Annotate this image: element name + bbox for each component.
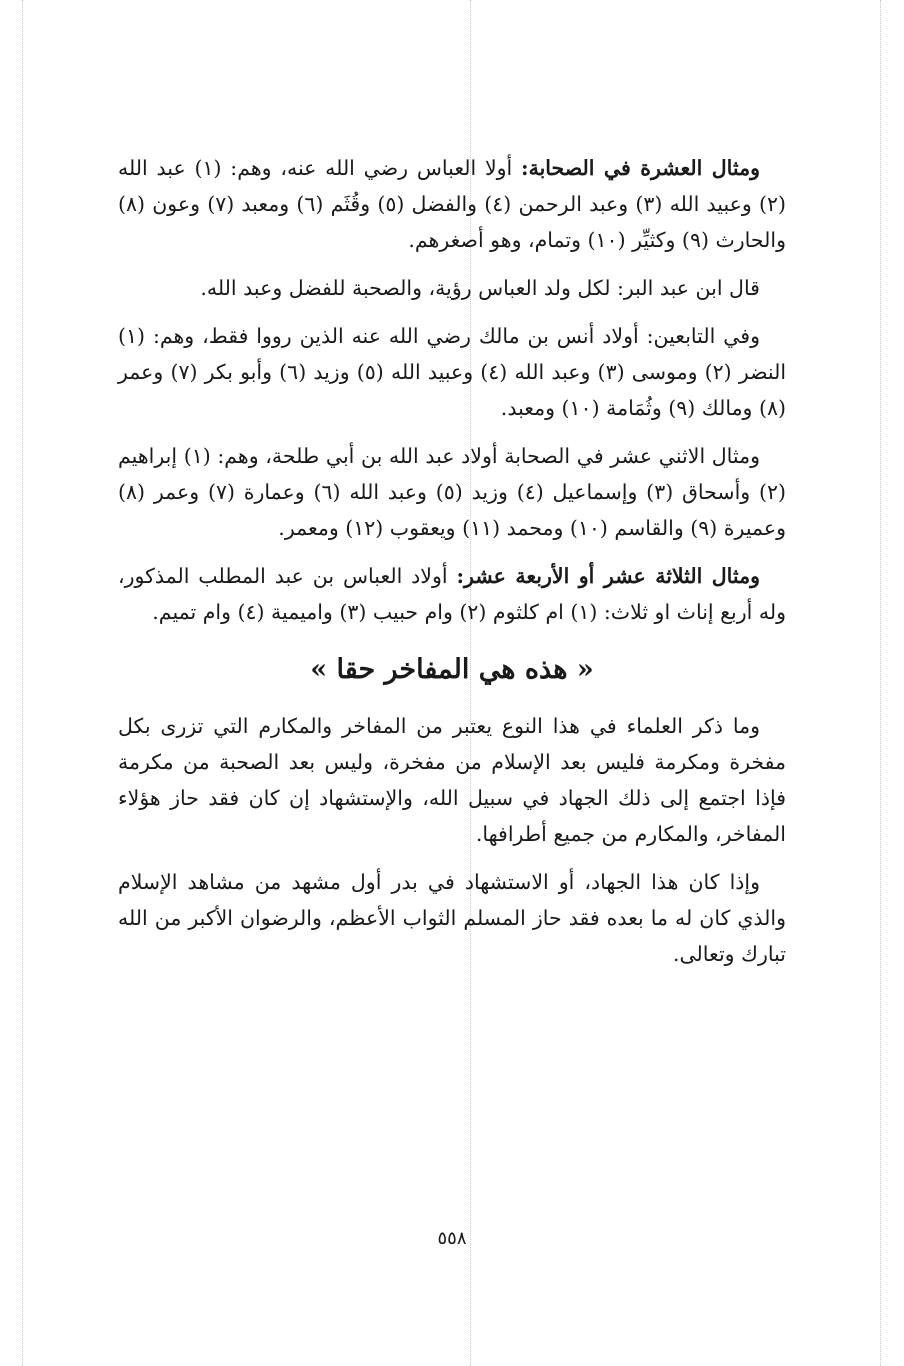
section-heading: « هذه هي المفاخر حقا » — [310, 654, 594, 685]
paragraph-text: قال ابن عبد البر: لكل ولد العباس رؤية، والصحبة للفضل وعبد الله. — [200, 276, 760, 300]
paragraph-lead: ومثال الثلاثة عشر أو الأربعة عشر: — [456, 564, 760, 588]
scan-artifact-line — [22, 0, 23, 1366]
paragraph-virtues — [118, 708, 786, 852]
paragraph-twelve-companions — [118, 438, 786, 546]
scan-artifact-line — [880, 0, 881, 1366]
paragraph-badr — [118, 864, 786, 972]
paragraph-text: وما ذكر العلماء في هذا النوع يعتبر من المفاخر والمكارم التي تزرى بكل مفخرة ومكرمة فليس بعد الإسلام من مفخرة، وليس بعد الصحبة من مكرمة فإذا اجتمع إلى ذلك الجهاد في سبيل الله، والإستشهاد إن كان فقد حاز هؤلاء المفاخر، والمكارم من جميع أطرافها. — [118, 714, 786, 846]
paragraph-text: أولاد العباس بن عبد المطلب المذكور، وله أربع إناث او ثلاث: (١) ام كلثوم (٢) وام حبيب (٣) واميمية (٤) وام تميم. — [118, 564, 786, 624]
paragraph-ibn-abd-al-barr — [118, 270, 786, 306]
paragraph-ten-companions — [118, 150, 786, 258]
paragraph-thirteen-fourteen — [118, 558, 786, 630]
page-body — [118, 150, 786, 984]
paragraph-lead: ومثال العشرة في الصحابة: — [521, 156, 760, 180]
paragraph-text: أولا العباس رضي الله عنه، وهم: (١) عبد الله (٢) وعبيد الله (٣) وعبد الرحمن (٤) والفضل (٥) وقُثَم (٦) ومعبد (٧) وعون (٨) والحارث (٩) وكثيِّر (١٠) وتمام، وهو أصغرهم. — [118, 156, 787, 252]
paragraph-text: ومثال الاثني عشر في الصحابة أولاد عبد الله بن أبي طلحة، وهم: (١) إبراهيم (٢) وأسحاق (٣) وإسماعيل (٤) وزيد (٥) وعبد الله (٦) وعمارة (٧) وعمر (٨) وعميرة (٩) والقاسم (١٠) ومحمد (١١) ويعقوب (١٢) ومعمر. — [118, 444, 787, 540]
paragraph-tabiin — [118, 318, 786, 426]
page-number: ٥٥٨ — [437, 1228, 467, 1249]
paragraph-text: وفي التابعين: أولاد أنس بن مالك رضي الله عنه الذين رووا فقط، وهم: (١) النضر (٢) وموسى (٣) وعبد الله (٤) وعبيد الله (٥) وزيد (٦) وأبو بكر (٧) وعمر (٨) ومالك (٩) وثُمَامة (١٠) ومعبد. — [118, 324, 787, 420]
paragraph-text: وإذا كان هذا الجهاد، أو الاستشهاد في بدر أول مشهد من مشاهد الإسلام والذي كان له ما بعده فقد حاز المسلم الثواب الأعظم، والرضوان الأكبر من الله تبارك وتعالى. — [118, 870, 786, 966]
